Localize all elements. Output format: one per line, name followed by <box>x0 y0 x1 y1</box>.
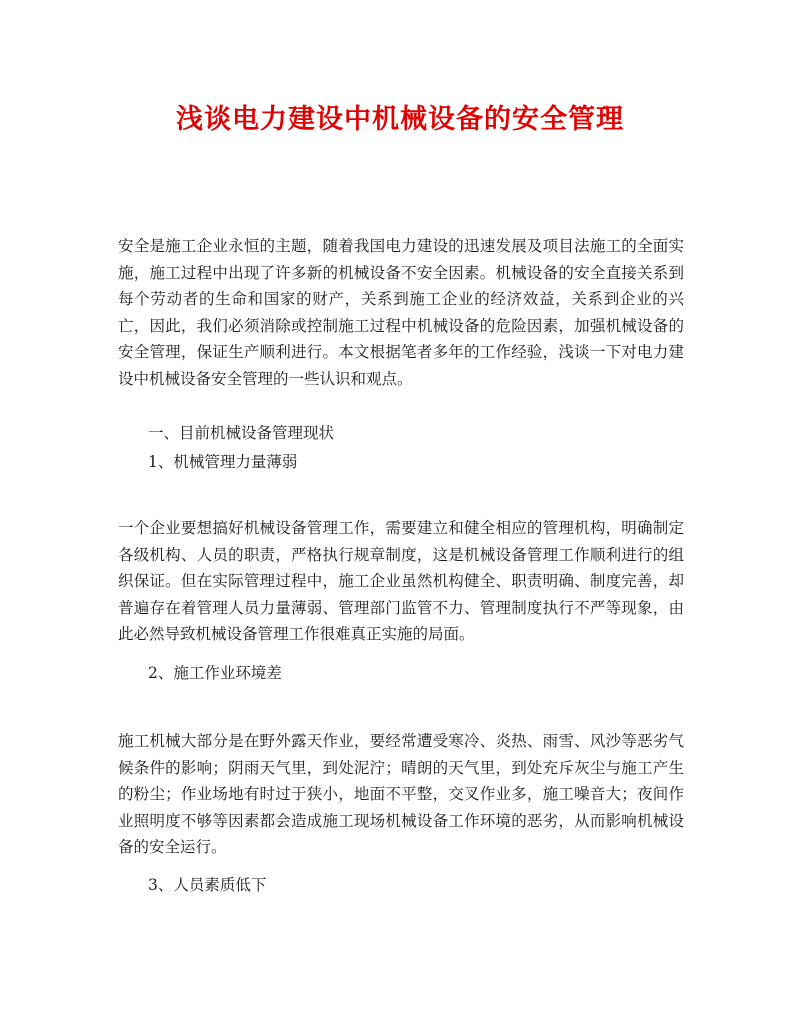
document-title: 浅谈电力建设中机械设备的安全管理 <box>176 104 624 135</box>
section-heading-1: 一、目前机械设备管理现状 <box>148 424 335 442</box>
subsection-heading-2: 2、施工作业环境差 <box>148 664 282 682</box>
subsection-body-2: 施工机械大部分是在野外露天作业，要经常遭受寒冷、炎热、雨雪、风沙等恶劣气候条件的影响；阴雨天气里，到处泥泞；晴朗的天气里，到处充斥灰尘与施工产生的粉尘；作业场地有时过于狭小，地面不平整，交叉作业多，施工噪音大；夜间作业照明度不够等因素都会造成施工现场机械设备工作环境的恶劣，从而影响机械设备的安全运行。 <box>118 732 684 856</box>
intro-paragraph: 安全是施工企业永恒的主题，随着我国电力建设的迅速发展及项目法施工的全面实施，施工过程中出现了许多新的机械设备不安全因素。机械设备的安全直接关系到每个劳动者的生命和国家的财产，关系到施工企业的经济效益，关系到企业的兴亡，因此，我们必须消除或控制施工过程中机械设备的危险因素，加强机械设备的安全管理，保证生产顺利进行。本文根据笔者多年的工作经验，浅谈一下对电力建设中机械设备安全管理的一些认识和观点。 <box>118 237 684 388</box>
subsection-heading-1: 1、机械管理力量薄弱 <box>148 453 298 471</box>
subsection-heading-3: 3、人员素质低下 <box>148 876 267 894</box>
subsection-body-1: 一个企业要想搞好机械设备管理工作，需要建立和健全相应的管理机构，明确制定各级机构、人员的职责，严格执行规章制度，这是机械设备管理工作顺利进行的组织保证。但在实际管理过程中，施工企业虽然机构健全、职责明确、制度完善，却普遍存在着管理人员力量薄弱、管理部门监管不力、管理制度执行不严等现象，由此必然导致机械设备管理工作很难真正实施的局面。 <box>118 519 684 643</box>
